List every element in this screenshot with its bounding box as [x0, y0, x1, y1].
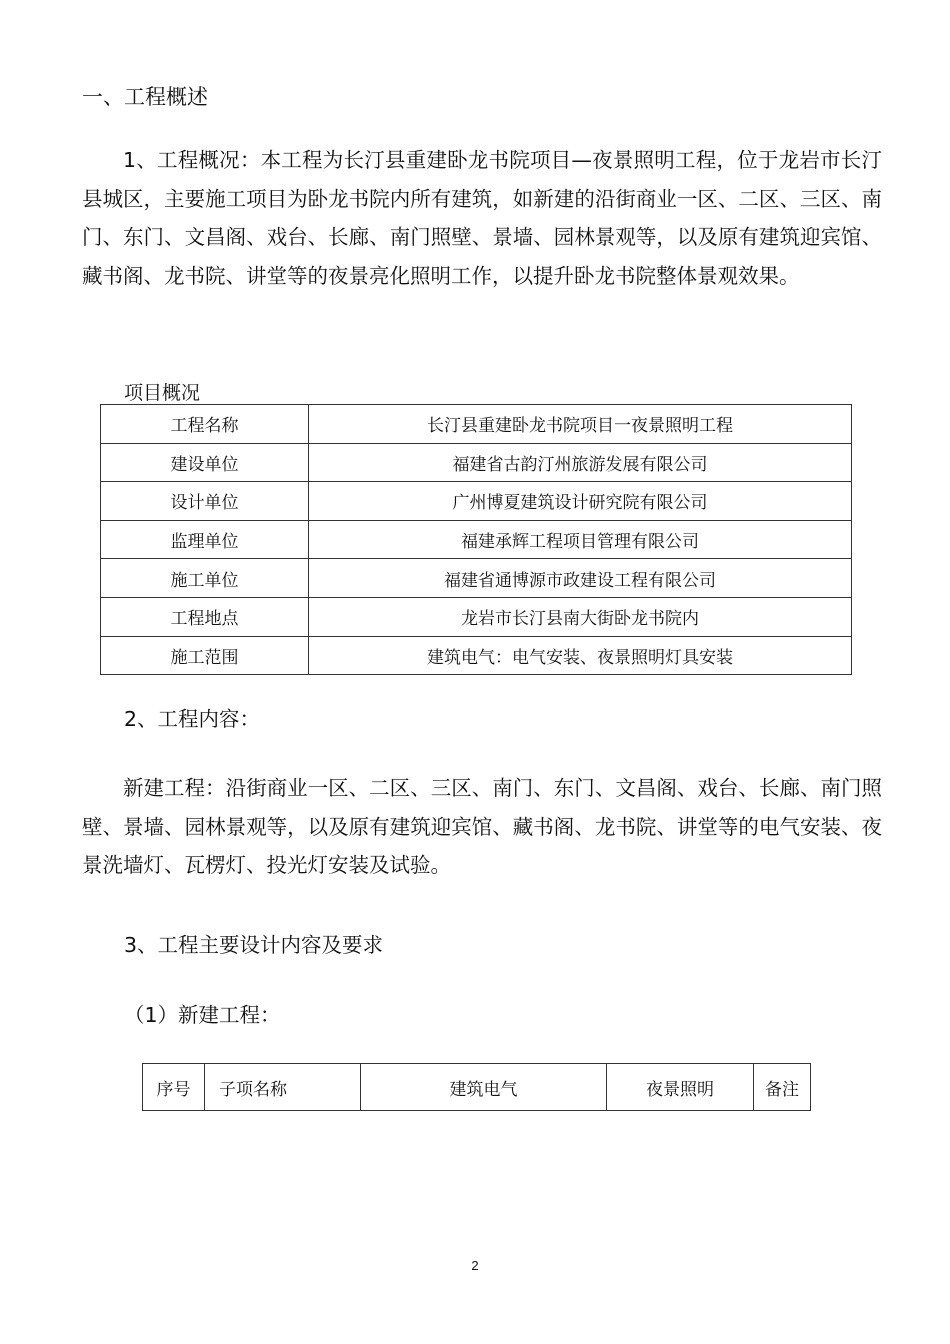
- row-value: 广州博夏建筑设计研究院有限公司: [309, 482, 852, 521]
- header-cell-electrical: 建筑电气: [361, 1064, 607, 1111]
- header-cell-remarks: 备注: [754, 1064, 811, 1111]
- row-label: 工程名称: [101, 405, 309, 444]
- project-table-caption: 项目概况: [124, 382, 201, 404]
- new-works-heading: （1）新建工程：: [124, 1003, 281, 1027]
- header-cell-night-lighting: 夜景照明: [607, 1064, 754, 1111]
- row-label: 建设单位: [101, 443, 309, 482]
- section-heading: 一、工程概述: [82, 85, 208, 109]
- row-value: 福建承辉工程项目管理有限公司: [309, 520, 852, 559]
- table-row: [101, 405, 852, 444]
- content-heading: 2、工程内容：: [124, 707, 261, 731]
- header-cell-subitem: 子项名称: [205, 1064, 361, 1111]
- table-row: [101, 520, 852, 559]
- table-row: [101, 443, 852, 482]
- row-value: 福建省古韵汀州旅游发展有限公司: [309, 443, 852, 482]
- row-label: 设计单位: [101, 482, 309, 521]
- table-row: [101, 597, 852, 636]
- table-row: [101, 636, 852, 675]
- project-info-table: [100, 404, 852, 675]
- table-header-row: [143, 1064, 811, 1111]
- row-value: 长汀县重建卧龙书院项目一夜景照明工程: [309, 405, 852, 444]
- overview-paragraph: 1、工程概况：本工程为长汀县重建卧龙书院项目—夜景照明工程，位于龙岩市长汀县城区，主要施工项目为卧龙书院内所有建筑，如新建的沿街商业一区、二区、三区、南门、东门、文昌阁、戏台、长廊、南门照壁、景墙、园林景观等，以及原有建筑迎宾馆、藏书阁、龙书院、讲堂等的夜景亮化照明工作，以提升卧龙书院整体景观效果。: [82, 148, 882, 288]
- row-value: 福建省通博源市政建设工程有限公司: [309, 559, 852, 598]
- row-value: 建筑电气：电气安装、夜景照明灯具安装: [309, 636, 852, 675]
- row-label: 监理单位: [101, 520, 309, 559]
- row-value: 龙岩市长汀县南大街卧龙书院内: [309, 597, 852, 636]
- table-row: [101, 559, 852, 598]
- table-row: [101, 482, 852, 521]
- row-label: 工程地点: [101, 597, 309, 636]
- row-label: 施工单位: [101, 559, 309, 598]
- content-paragraph: 新建工程：沿街商业一区、二区、三区、南门、东门、文昌阁、戏台、长廊、南门照壁、景墙、园林景观等，以及原有建筑迎宾馆、藏书阁、龙书院、讲堂等的电气安装、夜景洗墙灯、瓦楞灯、投光灯安装及试验。: [82, 776, 882, 877]
- sub-items-table: [142, 1063, 811, 1111]
- design-heading: 3、工程主要设计内容及要求: [124, 933, 384, 957]
- header-cell-index: 序号: [143, 1064, 205, 1111]
- page-number: 2: [471, 1258, 479, 1273]
- row-label: 施工范围: [101, 636, 309, 675]
